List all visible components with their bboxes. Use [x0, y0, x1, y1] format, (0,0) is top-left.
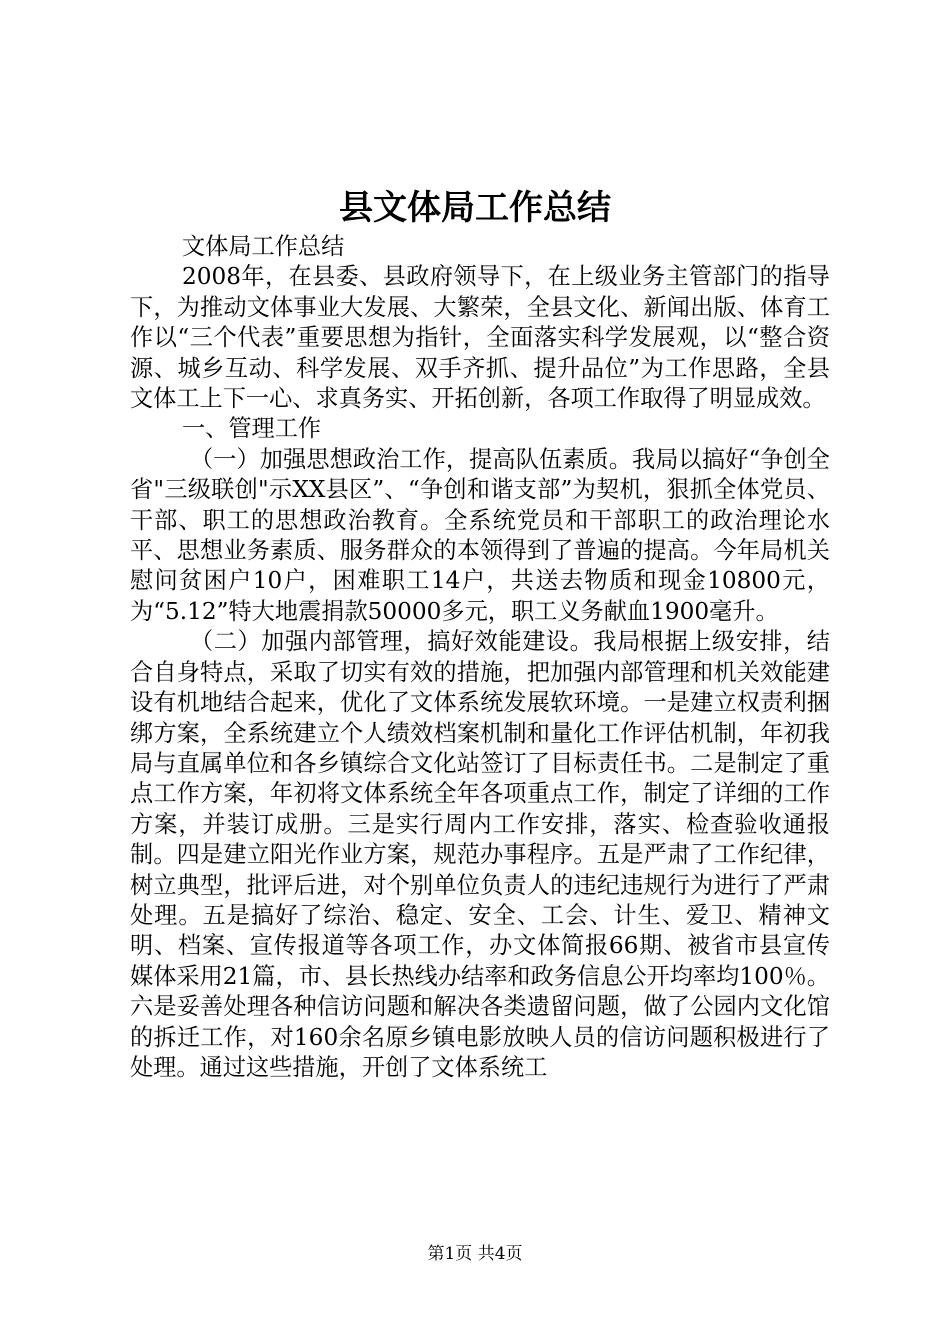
section-heading-management: 一、管理工作	[182, 415, 322, 443]
paragraph-intro: 2008年，在县委、县政府领导下，在上级业务主管部门的指导下，为推动文体事业大发展、大繁荣，全县文化、新闻出版、体育工作以“三个代表”重要思想为指针，全面落实科学发展观，以“整合资源、城乡互动、科学发展、双手齐抓、提升品位”为工作思路，全县文体工上下一心、求真务实、开拓创新，各项工作取得了明显成效。	[130, 263, 830, 413]
document-title: 县文体局工作总结	[339, 188, 611, 228]
document-body	[130, 232, 830, 1083]
paragraph-subtitle: 文体局工作总结	[182, 233, 345, 260]
page-footer: 第1页 共4页	[427, 1244, 523, 1264]
paragraph-internal-management: （二）加强内部管理，搞好效能建设。我局根据上级安排，结合自身特点，采取了切实有效的措施，把加强内部管理和机关效能建设有机地结合起来，优化了文体系统发展软环境。一是建立权责利捆绑方案，全系统建立个人绩效档案机制和量化工作评估机制，年初我局与直属单位和各乡镇综合文化站签订了目标责任书。二是制定了重点工作方案，年初将文体系统全年各项重点工作，制定了详细的工作方案，并装订成册。三是实行周内工作安排，落实、检查验收通报制。四是建立阳光作业方案，规范办事程序。五是严肃了工作纪律，树立典型，批评后进，对个别单位负责人的违纪违规行为进行了严肃处理。五是搞好了综治、稳定、安全、工会、计生、爱卫、精神文明、档案、宣传报道等各项工作，办文体简报66期、被省市县宣传媒体采用21篇，市、县长热线办结率和政务信息公开均率均100％。六是妥善处理各种信访问题和解决各类遗留问题，做了公园内文化馆的拆迁工作，对160余名原乡镇电影放映人员的信访问题积极进行了处理。通过这些措施，开创了文体系统工	[130, 628, 830, 1081]
paragraph-political-work: （一）加强思想政治工作，提高队伍素质。我局以搞好“争创全省"三级联创"示XX县区”、“争创和谐支部”为契机，狠抓全体党员、干部、职工的思想政治教育。全系统党员和干部职工的政治理论水平、思想业务素质、服务群众的本领得到了普遍的提高。今年局机关慰问贫困户10户，困难职工14户，共送去物质和现金10800元，为“5.12”特大地震捐款50000多元，职工义务献血1900毫升。	[130, 445, 830, 625]
